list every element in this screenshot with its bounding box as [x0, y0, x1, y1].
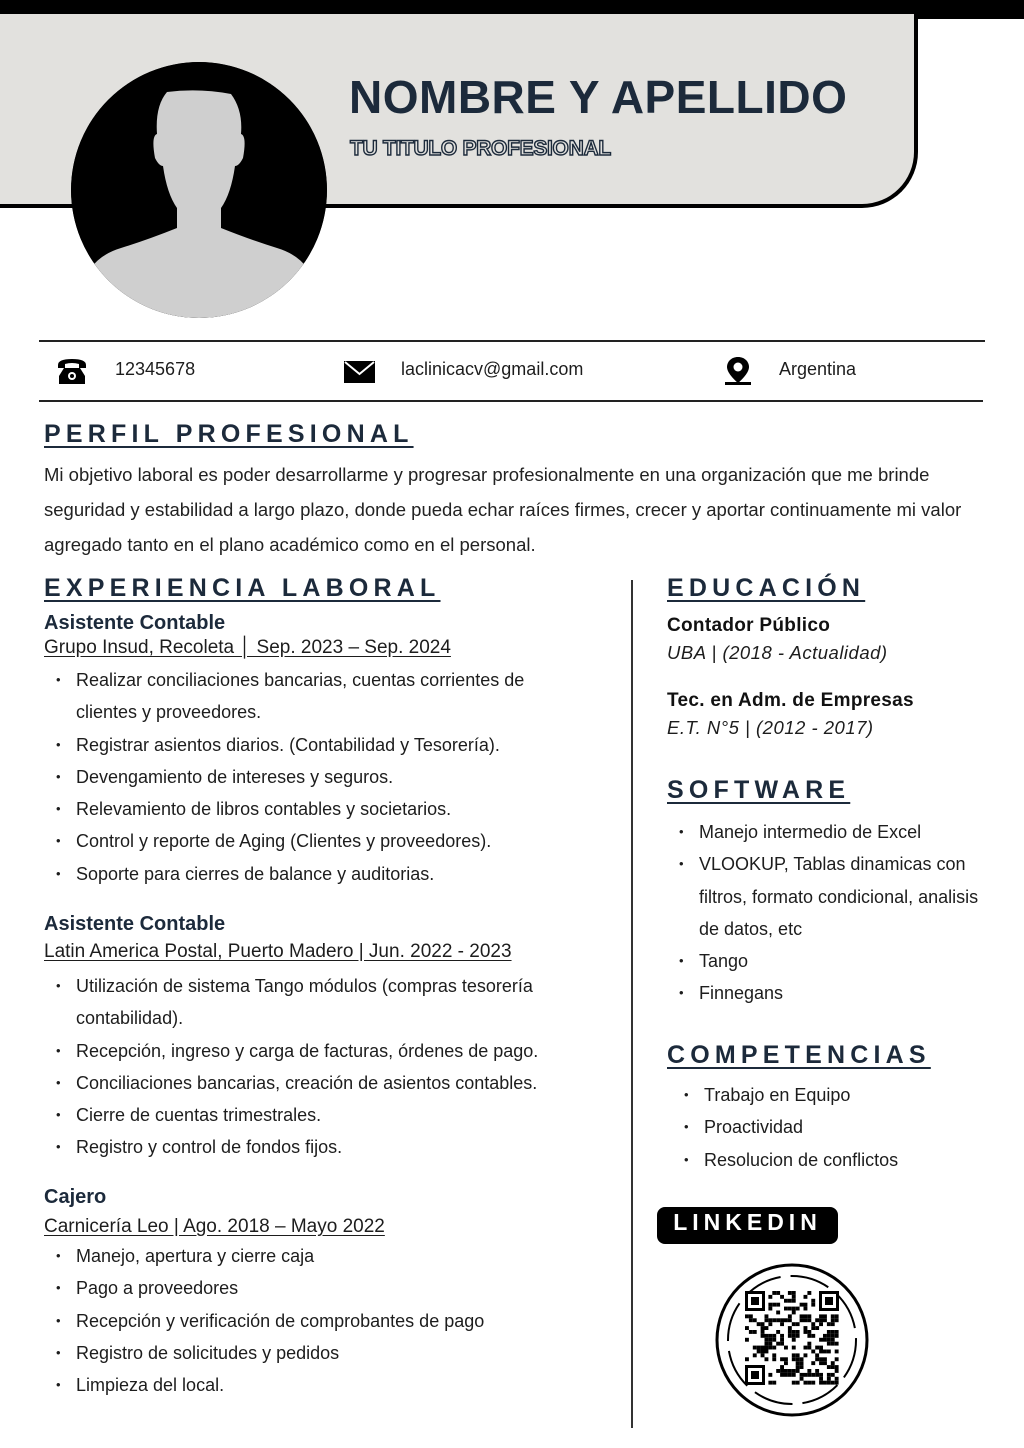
list-item: • Finnegans: [667, 977, 992, 1009]
list-item: • Soporte para cierres de balance y auditorias.: [44, 858, 574, 890]
list-item: • Registro de solicitudes y pedidos: [44, 1337, 574, 1369]
education-degree: Contador Público: [667, 615, 831, 636]
contact-divider-bottom: [39, 400, 983, 402]
list-item: • Control y reporte de Aging (Clientes y proveedores).: [44, 825, 574, 857]
list-item: • Devengamiento de intereses y seguros.: [44, 761, 574, 793]
education-institution: E.T. N°5 | (2012 - 2017): [667, 717, 874, 738]
list-item: • Limpieza del local.: [44, 1369, 574, 1401]
list-item: • Registro y control de fondos fijos.: [44, 1131, 574, 1163]
linkedin-badge[interactable]: LINKEDIN: [657, 1207, 838, 1244]
map-pin-icon: [724, 356, 752, 386]
list-item: • Recepción, ingreso y carga de facturas, órdenes de pago.: [44, 1035, 574, 1067]
experience-heading: EXPERIENCIA LABORAL: [44, 574, 441, 602]
qr-code-icon[interactable]: [713, 1261, 871, 1419]
job-tasks-list: [44, 664, 574, 890]
job-title: Asistente Contable: [44, 913, 226, 935]
list-item: • Resolucion de conflictos: [672, 1144, 992, 1176]
list-item: • Recepción y verificación de comprobantes de pago: [44, 1305, 574, 1337]
list-item: • Pago a proveedores: [44, 1272, 574, 1304]
profile-text: Mi objetivo laboral es poder desarrollarme y progresar profesionalmente en una organización que me brinde seguridad y estabilidad a largo plazo, donde pueda echar raíces firmes, crecer y aportar continuamente mi valor agregado tanto en el plano académico como en el personal.: [44, 464, 962, 555]
person-silhouette-icon: [71, 62, 327, 318]
list-item: • Tango: [667, 945, 992, 977]
phone-number: 12345678: [115, 359, 196, 379]
software-list: [667, 816, 992, 1010]
job-company-dates: Latin America Postal, Puerto Madero | Jun. 2022 - 2023: [44, 941, 512, 962]
education-degree: Tec. en Adm. de Empresas: [667, 690, 914, 711]
list-item: • Trabajo en Equipo: [672, 1079, 992, 1111]
envelope-icon: [344, 361, 375, 383]
education-institution: UBA | (2018 - Actualidad): [667, 642, 888, 663]
software-heading: SOFTWARE: [667, 776, 851, 804]
location: Argentina: [779, 359, 857, 379]
job-tasks-list: [44, 1240, 574, 1401]
email-address: laclinicacv@gmail.com: [401, 359, 584, 379]
contact-divider-top: [39, 340, 985, 342]
skills-heading: COMPETENCIAS: [667, 1041, 931, 1069]
list-item: • Relevamiento de libros contables y societarios.: [44, 793, 574, 825]
job-title: Asistente Contable: [44, 612, 226, 634]
list-item: • Proactividad: [672, 1111, 992, 1143]
education-heading: EDUCACIÓN: [667, 574, 866, 602]
list-item: • Realizar conciliaciones bancarias, cuentas corrientes de clientes y proveedores.: [44, 664, 574, 729]
list-item: • Manejo, apertura y cierre caja: [44, 1240, 574, 1272]
list-item: • Conciliaciones bancarias, creación de asientos contables.: [44, 1067, 574, 1099]
phone-icon: [56, 356, 88, 386]
professional-title: TU TITULO PROFESIONAL: [350, 137, 611, 160]
list-item: • Registrar asientos diarios. (Contabilidad y Tesorería).: [44, 729, 574, 761]
column-divider: [631, 580, 633, 1428]
job-title: Cajero: [44, 1186, 107, 1208]
skills-list: [672, 1079, 992, 1176]
candidate-name: NOMBRE Y APELLIDO: [349, 71, 848, 123]
job-tasks-list: [44, 970, 574, 1164]
profile-heading: PERFIL PROFESIONAL: [44, 420, 414, 448]
job-company-dates: Carnicería Leo | Ago. 2018 – Mayo 2022: [44, 1216, 385, 1237]
list-item: • VLOOKUP, Tablas dinamicas con filtros, formato condicional, analisis de datos, etc: [667, 848, 992, 945]
job-company-dates: Grupo Insud, Recoleta │ Sep. 2023 – Sep. 2024: [44, 637, 451, 658]
profile-photo-placeholder: [71, 62, 327, 318]
list-item: • Manejo intermedio de Excel: [667, 816, 992, 848]
list-item: • Utilización de sistema Tango módulos (compras tesorería contabilidad).: [44, 970, 574, 1035]
list-item: • Cierre de cuentas trimestrales.: [44, 1099, 574, 1131]
